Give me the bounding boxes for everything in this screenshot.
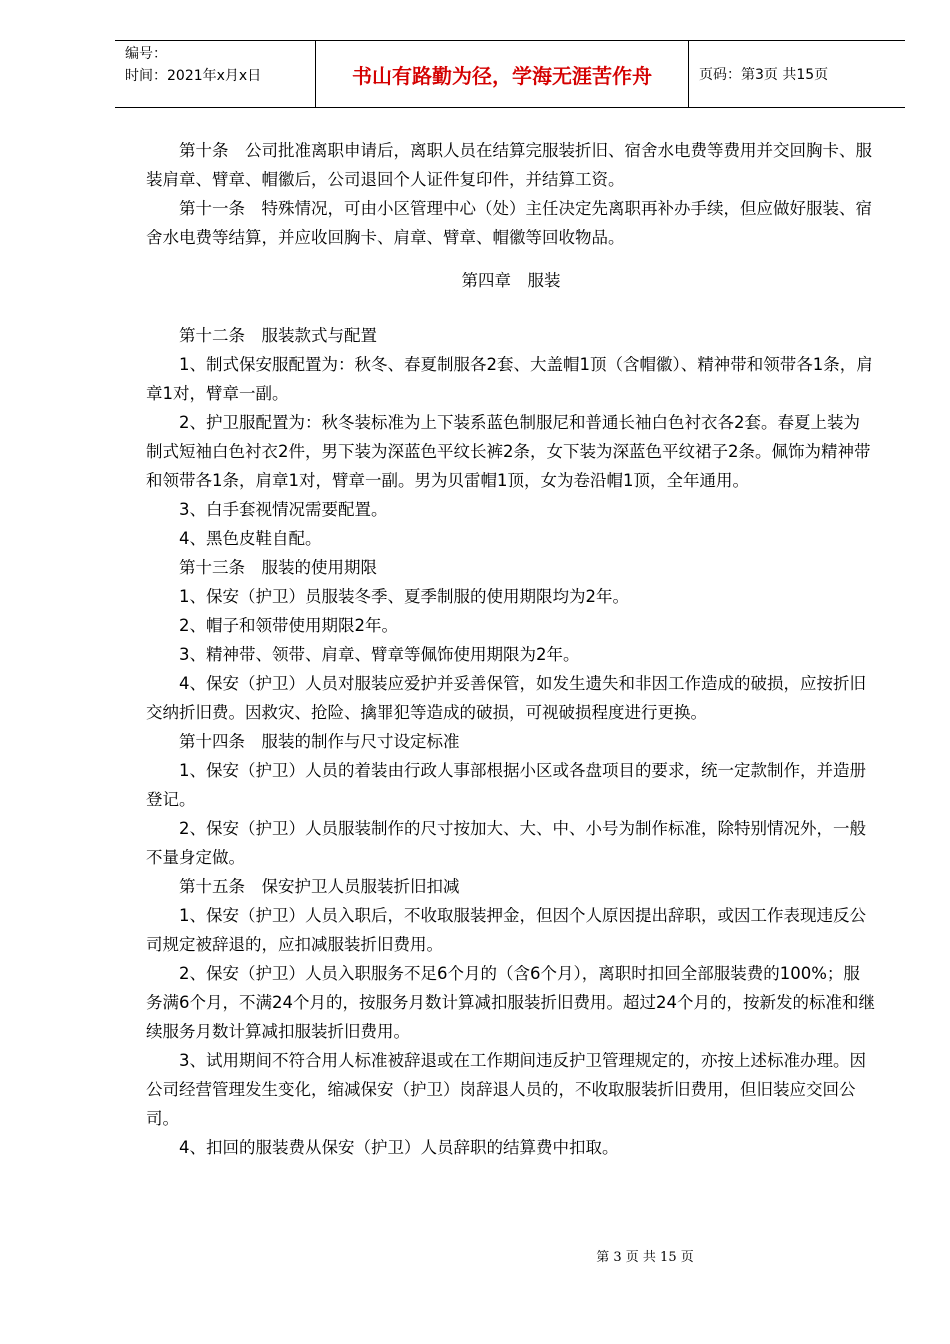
article-10: 第十条 公司批准离职申请后，离职人员在结算完服装折旧、宿舍水电费等费用并交回胸卡、服装肩章、臂章、帽徽后，公司退回个人证件复印件，并结算工资。 [146, 141, 872, 189]
paragraph: 1、保安（护卫）人员入职后，不收取服装押金，但因个人原因提出辞职，或因工作表现违反公司规定被辞退的，应扣减服装折旧费用。 [146, 906, 866, 954]
paragraph: 4、扣回的服装费从保安（护卫）人员辞职的结算费中扣取。 [179, 1138, 619, 1157]
paragraph: 4、保安（护卫）人员对服装应爱护并妥善保管，如发生遗失和非因工作造成的破损，应按折旧交纳折旧费。因救灾、抢险、擒罪犯等造成的破损，可视破损程度进行更换。 [146, 674, 866, 722]
paragraph: 3、白手套视情况需要配置。 [179, 500, 388, 519]
header-page-info: 页码：第3页 共15页 [699, 67, 829, 83]
article-11: 第十一条 特殊情况，可由小区管理中心（处）主任决定先离职再补办手续，但应做好服装、宿舍水电费等结算，并应收回胸卡、肩章、臂章、帽徽等回收物品。 [146, 199, 872, 247]
article-14-heading: 第十四条 服装的制作与尺寸设定标准 [179, 732, 460, 751]
header-time: 时间：2021年x月x日 [125, 68, 262, 84]
paragraph: 2、帽子和领带使用期限2年。 [179, 616, 398, 635]
paragraph: 2、护卫服配置为：秋冬装标准为上下装系蓝色制服尼和普通长袖白色衬衣各2套。春夏上装为制式短袖白色衬衣2件，男下装为深蓝色平纹长裤2条，女下装为深蓝色平纹裙子2条。佩饰为精神带和领带各1条，肩章1对，臂章一副。男为贝雷帽1顶，女为卷沿帽1顶，全年通用。 [146, 413, 871, 490]
header-meta [115, 41, 316, 107]
chapter-title: 第四章 服装 [461, 271, 561, 290]
paragraph: 2、保安（护卫）人员入职服务不足6个月的（含6个月），离职时扣回全部服装费的100%；服务满6个月，不满24个月的，按服务月数计算减扣服装折旧费用。超过24个月的，按新发的标准和继续服务月数计算减扣服装折旧费用。 [146, 964, 875, 1041]
paragraph: 1、制式保安服配置为：秋冬、春夏制服各2套、大盖帽1顶（含帽徽）、精神带和领带各1条，肩章1对，臂章一副。 [146, 355, 873, 403]
page-footer: 第 3 页 共 15 页 [596, 1250, 694, 1265]
paragraph: 4、黑色皮鞋自配。 [179, 529, 322, 548]
header-number: 编号： [125, 46, 167, 62]
paragraph: 3、试用期间不符合用人标准被辞退或在工作期间违反护卫管理规定的，亦按上述标准办理。因公司经营管理发生变化，缩减保安（护卫）岗辞退人员的，不收取服装折旧费用，但旧装应交回公司。 [146, 1051, 866, 1128]
header-motto: 书山有路勤为径，学海无涯苦作舟 [316, 41, 689, 107]
page-header [115, 40, 905, 108]
paragraph: 1、保安（护卫）员服装冬季、夏季制服的使用期限均为2年。 [179, 587, 629, 606]
article-13-heading: 第十三条 服装的使用期限 [179, 558, 377, 577]
paragraph: 1、保安（护卫）人员的着装由行政人事部根据小区或各盘项目的要求，统一定款制作，并造册登记。 [146, 761, 866, 809]
paragraph: 2、保安（护卫）人员服装制作的尺寸按加大、大、中、小号为制作标准，除特别情况外，一般不量身定做。 [146, 819, 866, 867]
article-12-heading: 第十二条 服装款式与配置 [179, 326, 377, 345]
document-body [146, 136, 876, 1162]
article-15-heading: 第十五条 保安护卫人员服装折旧扣减 [179, 877, 460, 896]
paragraph: 3、精神带、领带、肩章、臂章等佩饰使用期限为2年。 [179, 645, 580, 664]
